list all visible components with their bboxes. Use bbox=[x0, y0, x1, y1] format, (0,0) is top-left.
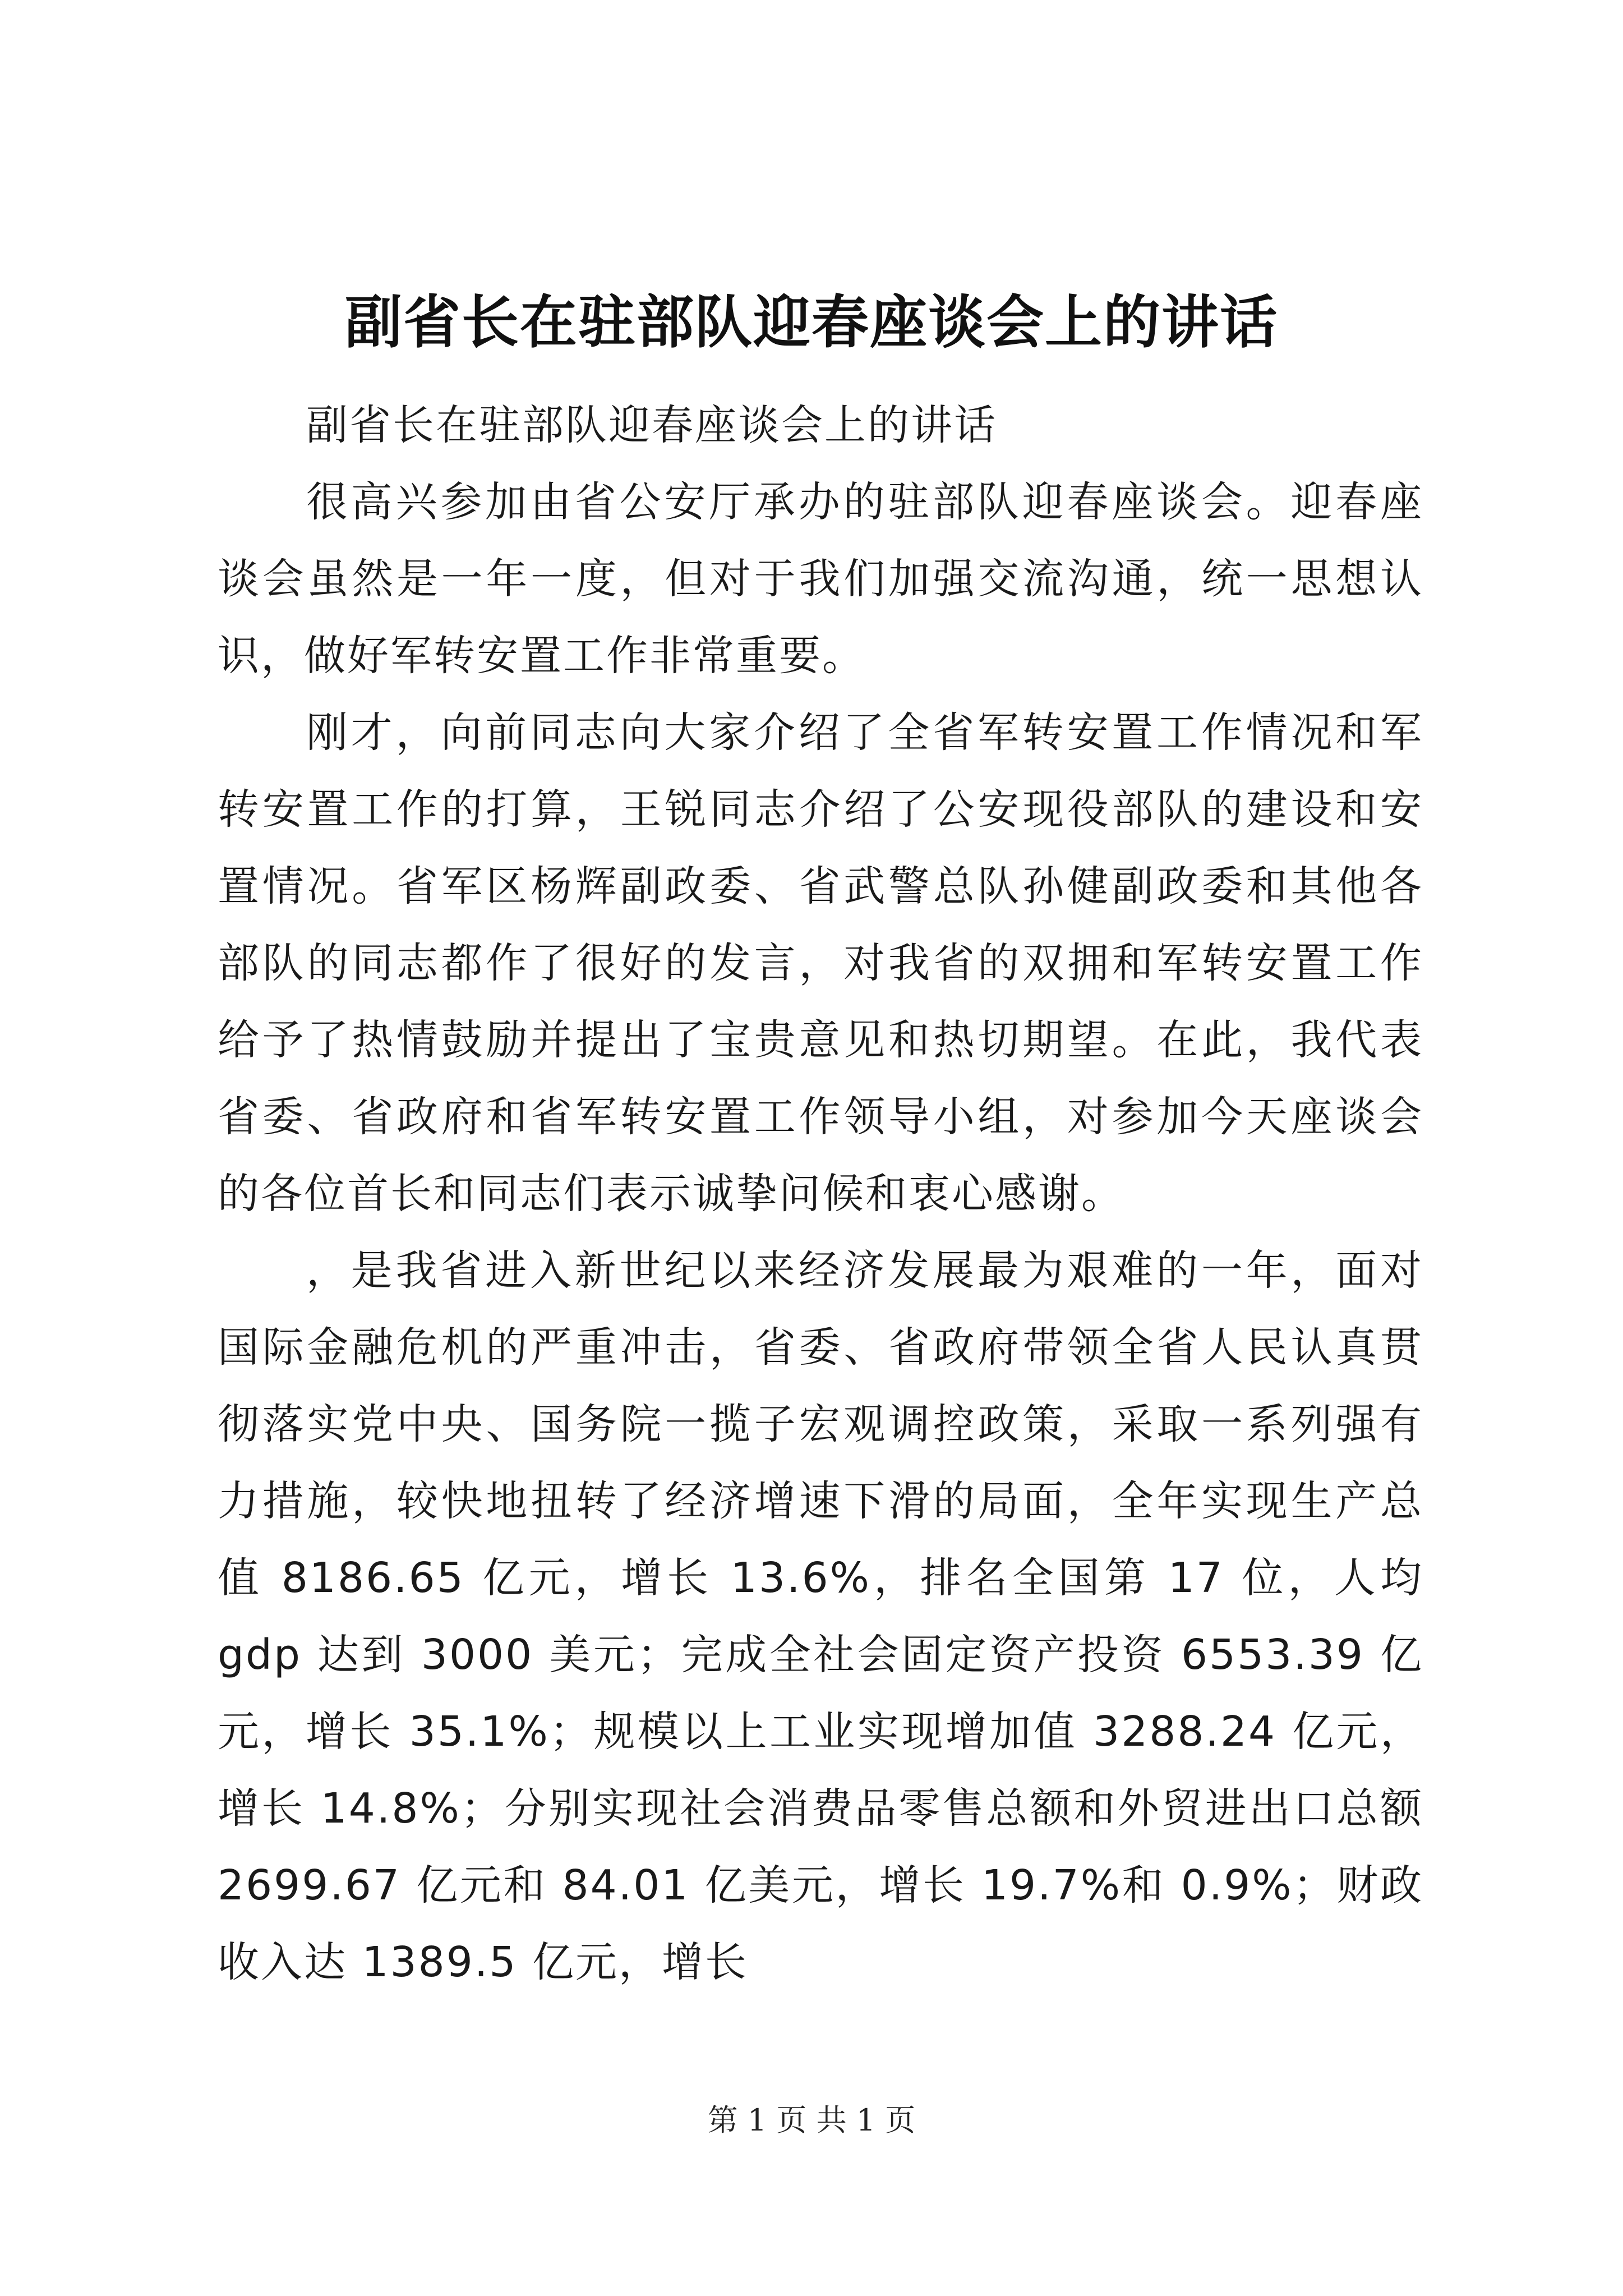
paragraph: ，是我省进入新世纪以来经济发展最为艰难的一年，面对国际金融危机的严重冲击，省委、省政府带领全省人民认真贯彻落实党中央、国务院一揽子宏观调控政策，采取一系列强有力措施，较快地扭转了经济增速下滑的局面，全年实现生产总值 8186.65 亿元，增长 13.6%，排名全国第 17 位，人均 gdp 达到 3000 美元；完成全社会固定资产投资 6553.39 亿元，增长 35.1%；规模以上工业实现增加值 3288.24 亿元，增长 14.8%；分别实现社会消费品零售总额和外贸进出口总额 2699.67 亿元和 84.01 亿美元，增长 19.7%和 0.9%；财政收入达 1389.5 亿元，增长 bbox=[218, 1246, 1423, 1986]
paragraph: 刚才，向前同志向大家介绍了全省军转安置工作情况和军转安置工作的打算，王锐同志介绍了公安现役部队的建设和安置情况。省军区杨辉副政委、省武警总队孙健副政委和其他各部队的同志都作了很好的发言，对我省的双拥和军转安置工作给予了热情鼓励并提出了宝贵意见和热切期望。在此，我代表省委、省政府和省军转安置工作领导小组，对参加今天座谈会的各位首长和同志们表示诚挚问候和衷心感谢。 bbox=[218, 708, 1423, 1218]
document-title: 副省长在驻部队迎春座谈会上的讲话 bbox=[345, 289, 1278, 356]
page-footer: 第 1 页 共 1 页 bbox=[707, 2102, 916, 2138]
paragraph: 很高兴参加由省公安厅承办的驻部队迎春座谈会。迎春座谈会虽然是一年一度，但对于我们加强交流沟通，统一思想认识，做好军转安置工作非常重要。 bbox=[218, 478, 1423, 680]
paragraph: 副省长在驻部队迎春座谈会上的讲话 bbox=[306, 401, 997, 449]
document-body bbox=[218, 387, 1423, 2001]
